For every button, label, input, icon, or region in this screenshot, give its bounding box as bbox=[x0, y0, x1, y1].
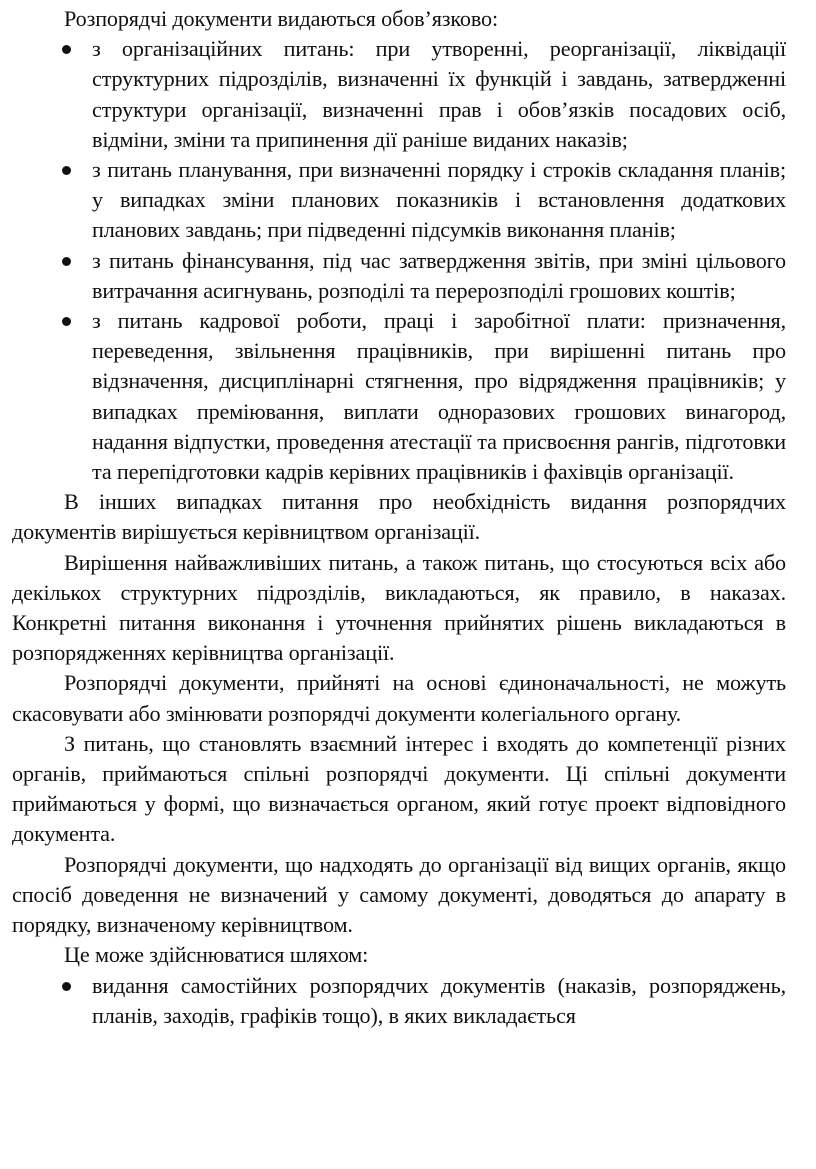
bullet-list bbox=[12, 34, 786, 487]
bullet-text: з організаційних питань: при утворенні, реорганізації, ліквідації структурних підрозділів, визначенні їх функцій і завдань, затвердженні структури організації, визначенні прав і обов’язків посадових осіб, відміни, зміни та припинення дії раніше виданих наказів; bbox=[92, 36, 786, 152]
paragraph: З питань, що становлять взаємний інтерес і входять до компетенції різних органів, приймаються спільні розпорядчі документи. Ці спільні документи приймаються у формі, що визначається органом, який готує проект відповідного документа. bbox=[12, 730, 786, 847]
bullet-text: з питань фінансування, під час затвердження звітів, при зміні цільового витрачання асигнувань, розподілі та перерозподілі грошових коштів; bbox=[92, 247, 786, 303]
bullet-item bbox=[92, 306, 786, 487]
bullet-item bbox=[92, 971, 786, 1031]
bullet-item bbox=[92, 155, 786, 246]
bullet-icon bbox=[62, 317, 71, 326]
bullet-item bbox=[92, 34, 786, 155]
bullet-text: з питань планування, при визначенні порядку і строків складання планів; у випадках зміни планових показників і встановлення додаткових планових завдань; при підведенні підсумків виконання планів; bbox=[92, 157, 786, 243]
bullet-text: видання самостійних розпорядчих документів (наказів, розпоряджень, планів, заходів, графіків тощо), в яких викладається bbox=[92, 972, 786, 1028]
intro-line: Розпорядчі документи видаються обов’язково: bbox=[64, 6, 498, 31]
bullet-icon bbox=[62, 45, 71, 54]
paragraph: Розпорядчі документи, що надходять до організації від вищих органів, якщо спосіб доведення не визначений у самому документі, доводяться до апарату в порядку, визначеному керівництвом. bbox=[12, 851, 786, 938]
document-page bbox=[12, 0, 786, 1031]
bullet-icon bbox=[62, 166, 71, 175]
bullet-item bbox=[92, 246, 786, 306]
paragraph: Вирішення найважливіших питань, а також питань, що стосуються всіх або декількох структурних підрозділів, викладаються, як правило, в наказах. Конкретні питання виконання і уточнення прийнятих рішень викладаються в розпорядженнях керівництва організації. bbox=[12, 549, 786, 666]
paragraph: В інших випадках питання про необхідність видання розпорядчих документів вирішується керівництвом організації. bbox=[12, 489, 786, 545]
closing-bullet-list bbox=[12, 971, 786, 1031]
bullet-icon bbox=[62, 982, 71, 991]
bullet-text: з питань кадрової роботи, праці і заробітної плати: призначення, переведення, звільнення працівників, при вирішенні питань про відзначення, дисциплінарні стягнення, про відрядження працівників; у випадках преміювання, виплати одноразових грошових винагород, надання відпустки, проведення атестації та присвоєння рангів, підготовки та перепідготовки кадрів керівних працівників і фахівців організації. bbox=[92, 308, 786, 485]
bullet-icon bbox=[62, 257, 71, 266]
paragraph: Розпорядчі документи, прийняті на основі єдиноначальності, не можуть скасовувати або змінювати розпорядчі документи колегіального органу. bbox=[12, 670, 786, 726]
closing-intro: Це може здійснюватися шляхом: bbox=[64, 942, 369, 968]
